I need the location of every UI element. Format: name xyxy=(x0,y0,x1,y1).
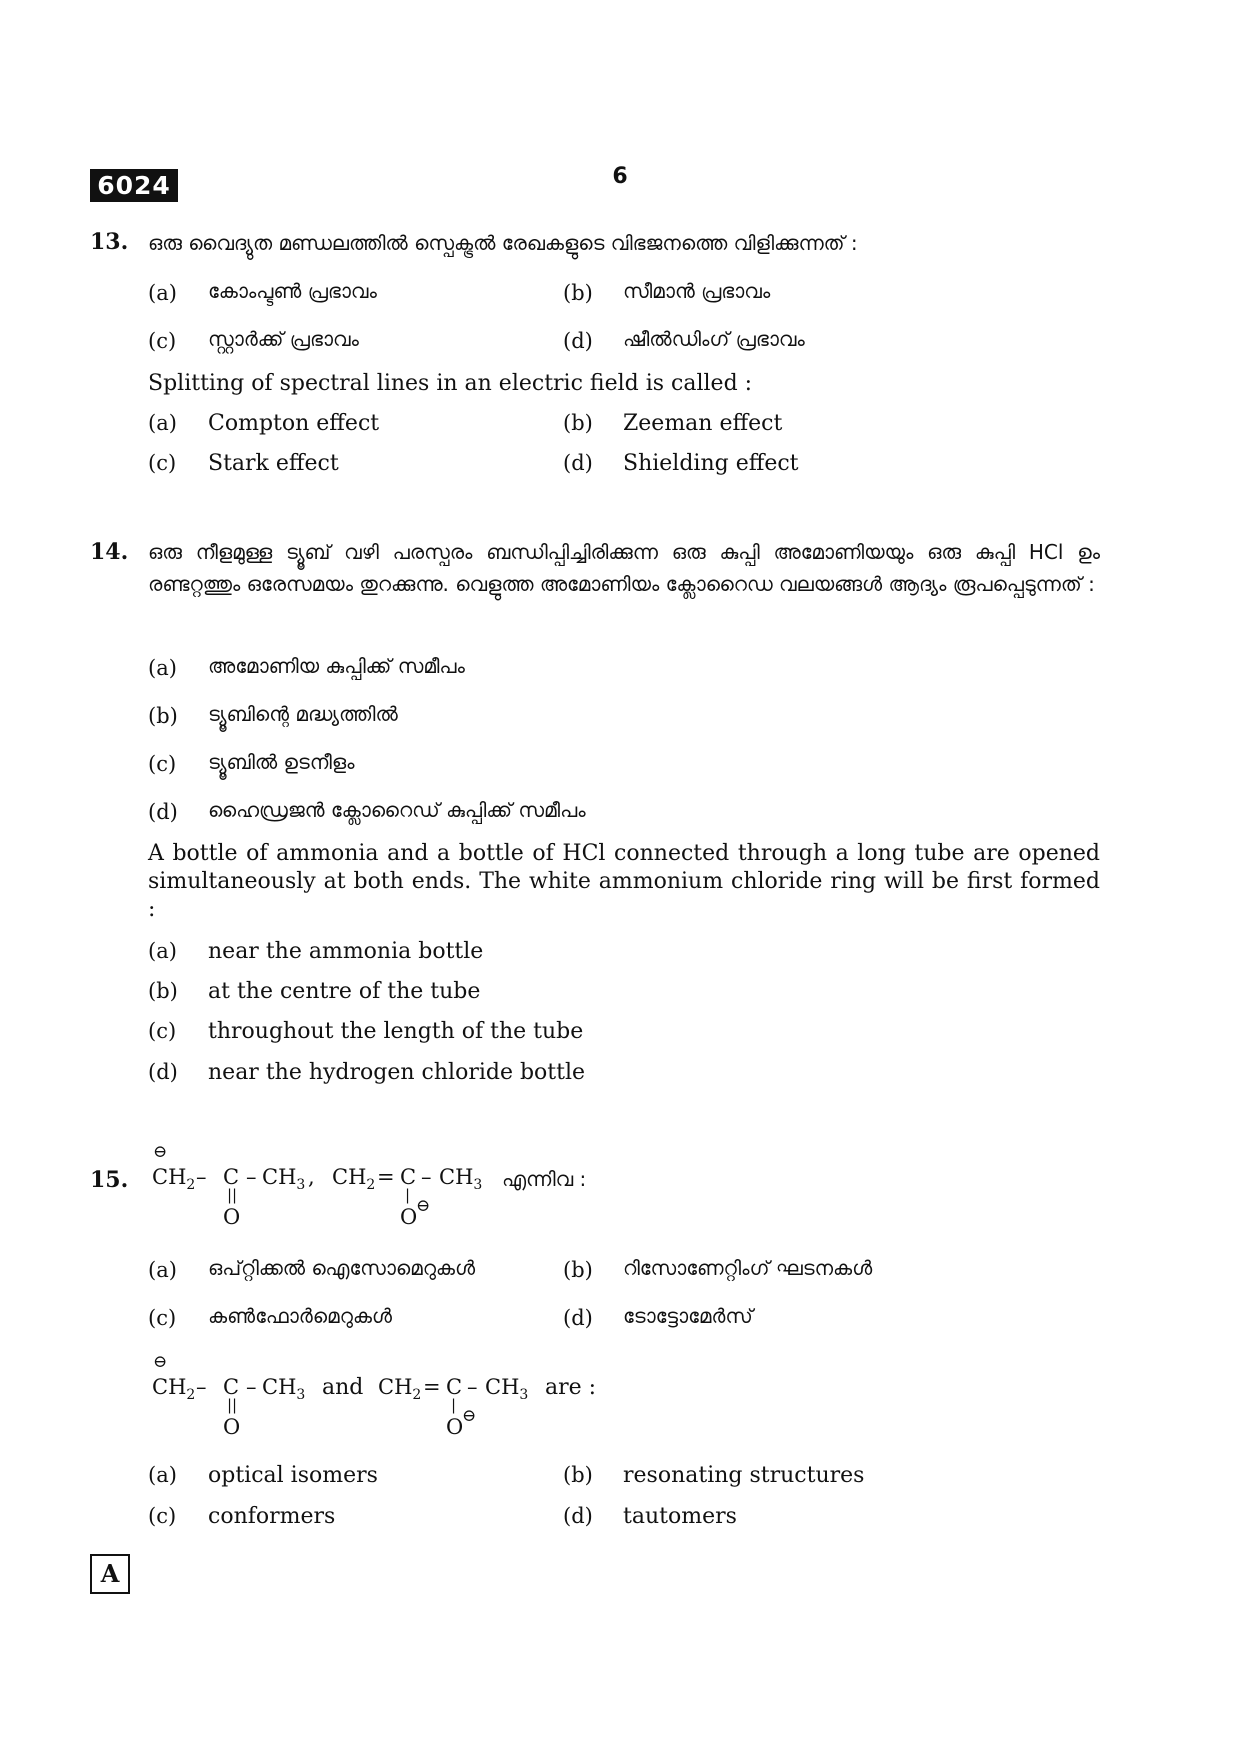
q13-ml-option-c: സ്റ്റാർക്ക് പ്രഭാവം xyxy=(208,327,359,351)
q14-en-option-a: near the ammonia bottle xyxy=(208,939,484,964)
q15-ml-suffix: എന്നിവ : xyxy=(502,1167,587,1191)
q15-ml-option-d-label: (d) xyxy=(563,1306,593,1330)
q15-en-option-c-label: (c) xyxy=(148,1504,177,1528)
q15-en-option-c: conformers xyxy=(208,1504,336,1529)
question-13-malayalam-text: ഒരു വൈദ്യുത മണ്ഡലത്തിൽ സ്പെക്ട്രൽ രേഖകളുടെ വിഭജനത്തെ വിളിക്കുന്നത് : xyxy=(148,231,858,255)
q15-ml-option-a-label: (a) xyxy=(148,1258,177,1282)
q15-en-option-b: resonating structures xyxy=(623,1463,865,1488)
q15-ml-option-c-label: (c) xyxy=(148,1306,177,1330)
q13-ml-option-a-label: (a) xyxy=(148,281,177,305)
q15-ml-option-b: റിസോണേറ്റിംഗ് ഘടനകൾ xyxy=(623,1256,873,1280)
q14-ml-option-a: അമോണിയ കുപ്പിക്ക് സമീപം xyxy=(208,654,465,678)
q14-ml-option-d-label: (d) xyxy=(148,800,178,824)
q14-en-option-d: near the hydrogen chloride bottle xyxy=(208,1060,586,1085)
question-15-number: 15. xyxy=(90,1167,129,1193)
q13-en-option-a: Compton effect xyxy=(208,411,380,436)
q13-ml-option-c-label: (c) xyxy=(148,329,177,353)
q13-en-option-b: Zeeman effect xyxy=(623,411,783,436)
q15-en-suffix: are : xyxy=(545,1375,597,1400)
q14-en-option-d-label: (d) xyxy=(148,1060,178,1084)
q14-ml-option-b-label: (b) xyxy=(148,704,178,728)
q14-ml-option-b: ട്യൂബിന്റെ മദ്ധ്യത്തിൽ xyxy=(208,702,398,726)
page-number: 6 xyxy=(612,164,628,189)
question-13-english-text: Splitting of spectral lines in an electric field is called : xyxy=(148,371,753,396)
q13-ml-option-d-label: (d) xyxy=(563,329,593,353)
q13-en-option-c-label: (c) xyxy=(148,451,177,475)
question-13-number: 13. xyxy=(90,229,129,255)
q13-ml-option-a: കോംപ്ടൺ പ്രഭാവം xyxy=(208,279,377,303)
q15-en-option-a-label: (a) xyxy=(148,1463,177,1487)
q14-ml-option-c-label: (c) xyxy=(148,752,177,776)
q14-ml-option-c: ട്യൂബിൽ ഉടനീളം xyxy=(208,750,355,774)
q15-ml-option-c: കൺഫോർമെറുകൾ xyxy=(208,1304,392,1328)
q14-ml-option-d: ഹൈഡ്രജൻ ക്ലോറൈഡ് കുപ്പിക്ക് സമീപം xyxy=(208,798,586,822)
q15-ml-option-d: ടോട്ടോമേർസ് xyxy=(623,1304,753,1328)
q13-en-option-d: Shielding effect xyxy=(623,451,799,476)
q15-en-option-d-label: (d) xyxy=(563,1504,593,1528)
q13-ml-option-d: ഷീൽഡിംഗ് പ്രഭാവം xyxy=(623,327,805,351)
q13-en-option-a-label: (a) xyxy=(148,411,177,435)
q13-ml-option-b: സീമാൻ പ്രഭാവം xyxy=(623,279,771,303)
question-paper-code: 6024 xyxy=(90,169,178,202)
q14-en-option-c-label: (c) xyxy=(148,1019,177,1043)
q15-en-option-a: optical isomers xyxy=(208,1463,378,1488)
q13-en-option-b-label: (b) xyxy=(563,411,593,435)
q15-ml-option-b-label: (b) xyxy=(563,1258,593,1282)
q14-en-option-b-label: (b) xyxy=(148,979,178,1003)
q15-en-option-b-label: (b) xyxy=(563,1463,593,1487)
q15-en-option-d: tautomers xyxy=(623,1504,737,1529)
q15-ml-option-a: ഒപ്റ്റിക്കൽ ഐസോമെറുകൾ xyxy=(208,1256,476,1280)
question-14-english-text: A bottle of ammonia and a bottle of HCl connected through a long tube are opened simultaneously at both ends. The white ammonium chloride ring will be first formed : xyxy=(148,841,1100,922)
q14-en-option-a-label: (a) xyxy=(148,939,177,963)
q13-ml-option-b-label: (b) xyxy=(563,281,593,305)
q13-en-option-d-label: (d) xyxy=(563,451,593,475)
q14-en-option-b: at the centre of the tube xyxy=(208,979,481,1004)
q14-en-option-c: throughout the length of the tube xyxy=(208,1019,584,1044)
series-marker-box: A xyxy=(90,1554,130,1594)
question-14-number: 14. xyxy=(90,539,129,565)
q15-en-joiner: and xyxy=(322,1375,364,1400)
q14-ml-option-a-label: (a) xyxy=(148,656,177,680)
question-14-malayalam-text: ഒരു നീളമുള്ള ട്യൂബ് വഴി പരസ്പരം ബന്ധിപ്പിച്ചിരിക്കുന്ന ഒരു കുപ്പി അമോണിയയും ഒരു കുപ്പി HCl ഉം രണ്ടറ്റത്തും ഒരേസമയം തുറക്കുന്നു. വെളുത്ത അമോണിയം ക്ലോറൈഡ വലയങ്ങൾ ആദ്യം രൂപപ്പെടുന്നത് : xyxy=(148,540,1100,596)
q13-en-option-c: Stark effect xyxy=(208,451,339,476)
